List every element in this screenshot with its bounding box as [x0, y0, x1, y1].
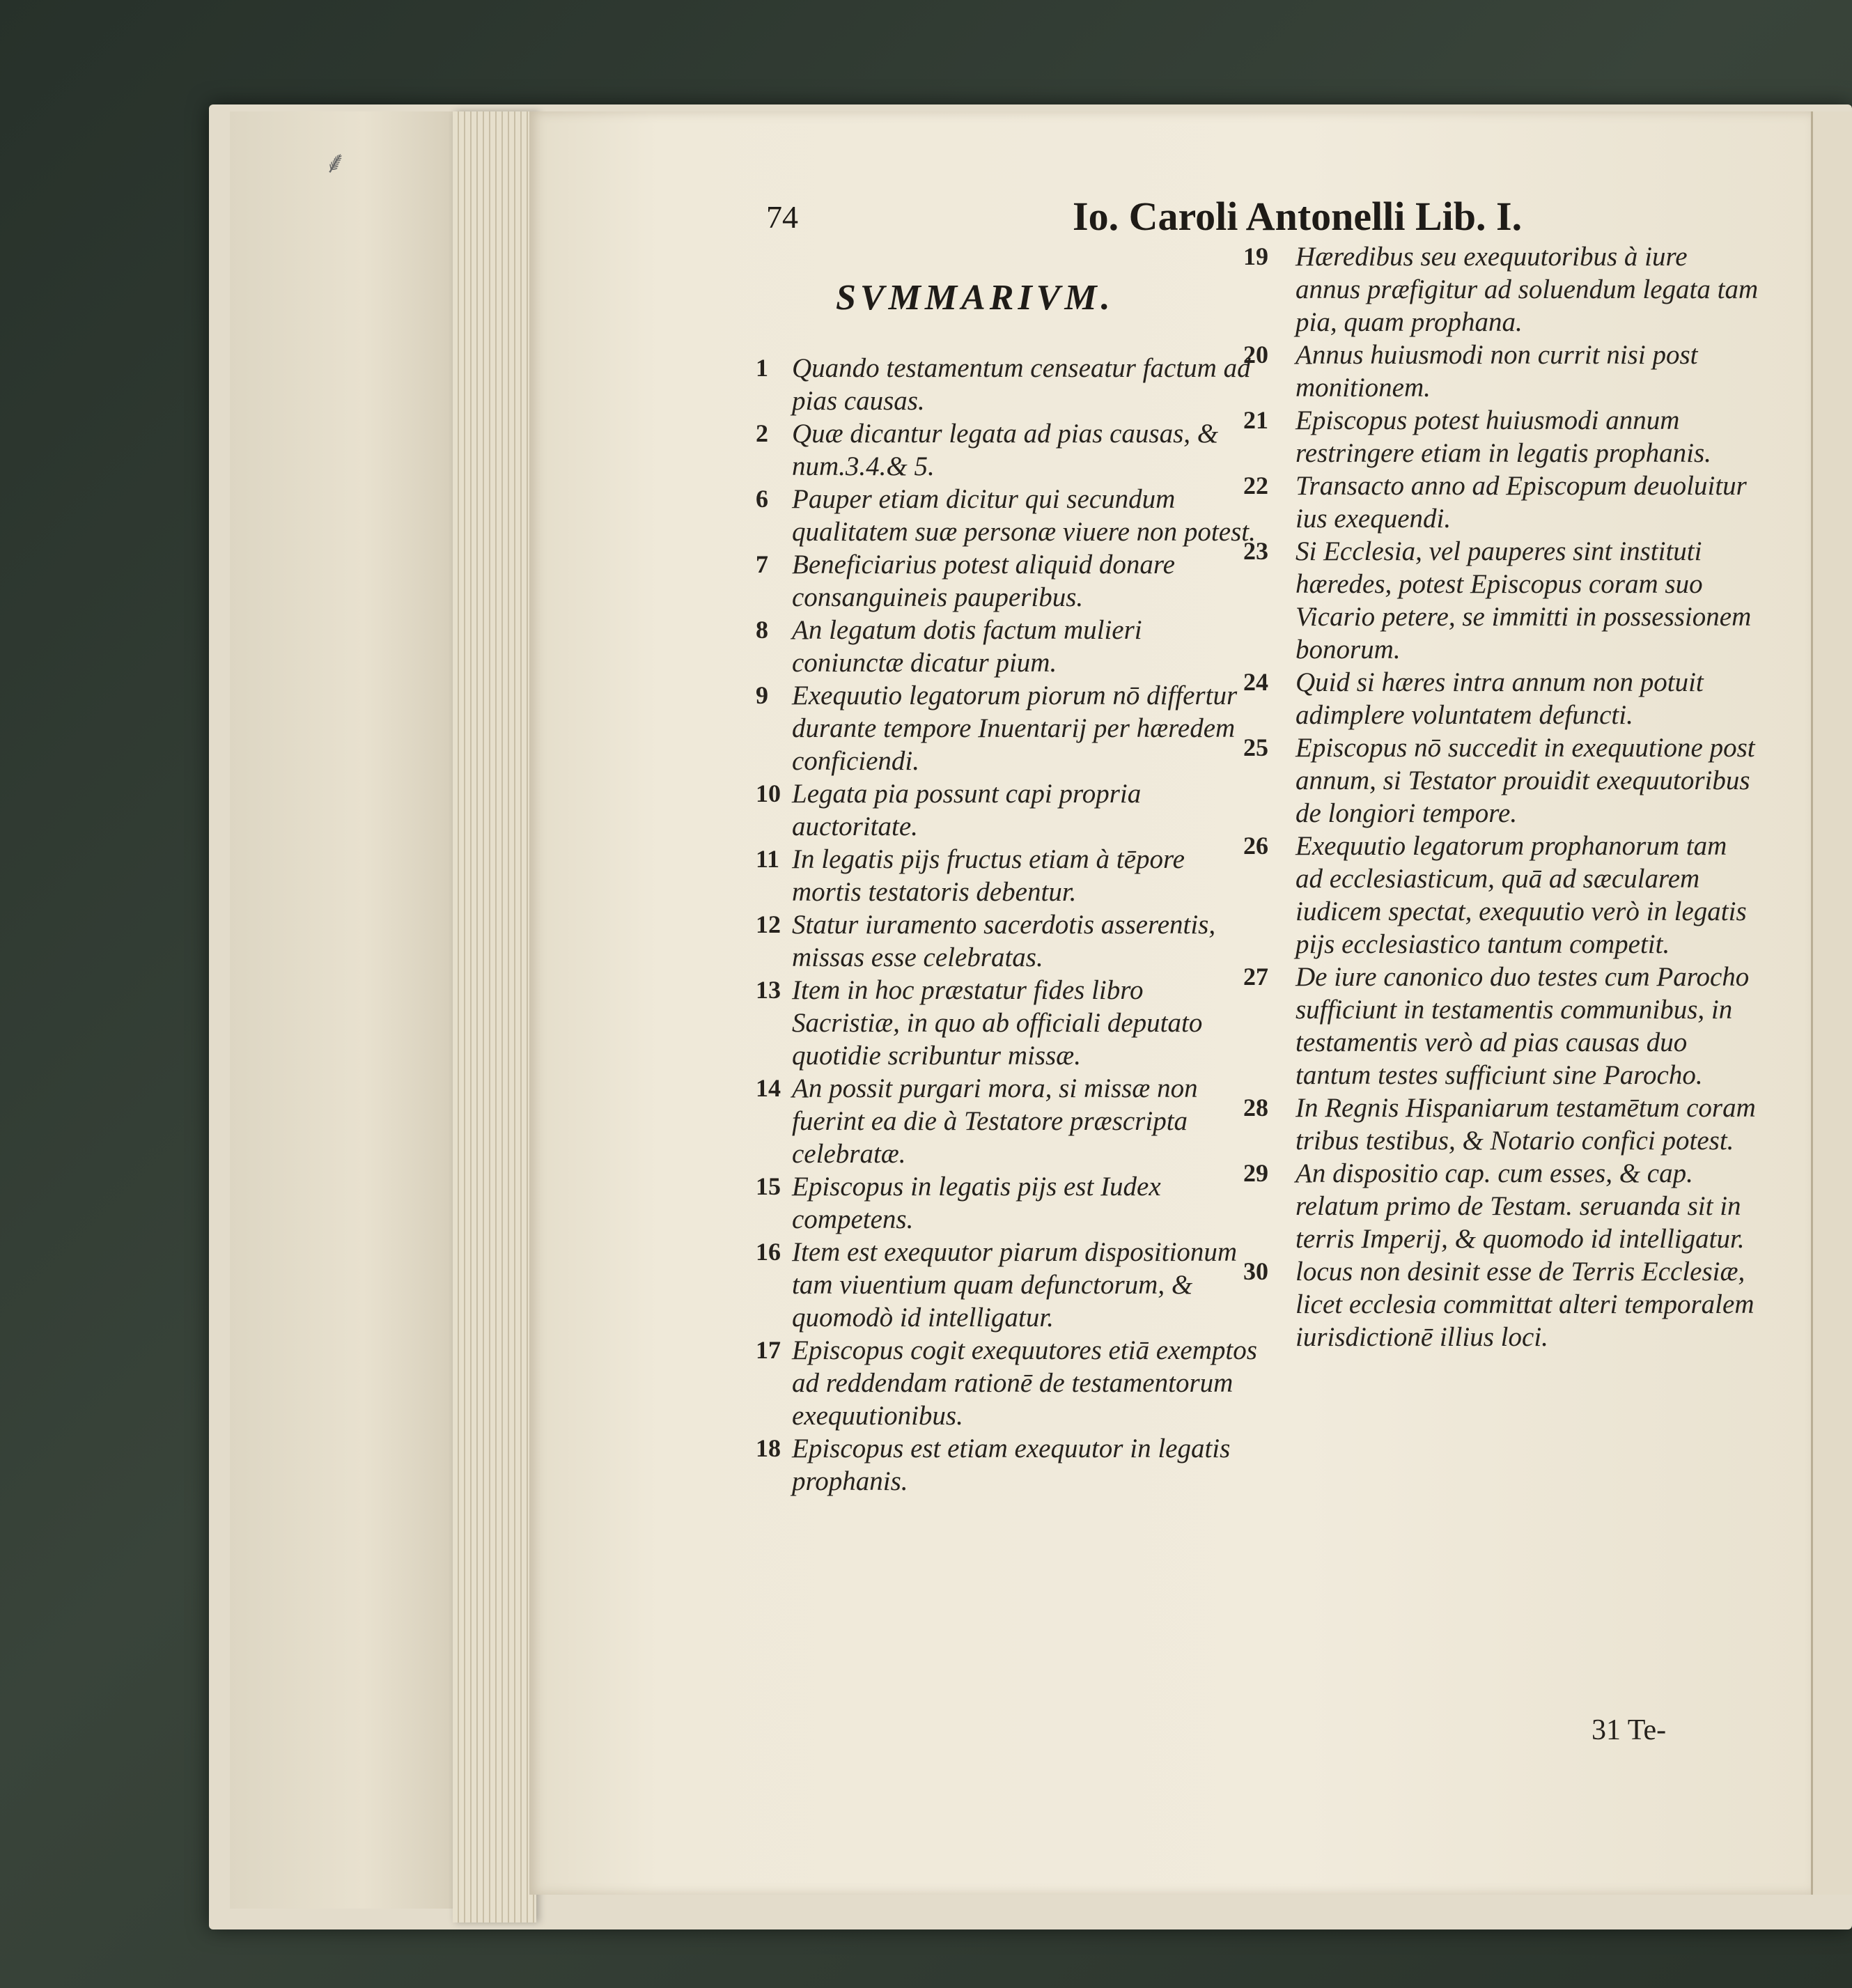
entry-text: Episcopus potest huiusmodi annum restringere etiam in legatis prophanis. — [1295, 405, 1711, 468]
summary-left-column — [756, 352, 1257, 1498]
summary-entry — [1243, 666, 1759, 731]
entry-number: 18 — [756, 1434, 781, 1462]
summary-entry — [756, 1432, 1257, 1498]
entry-text: In Regnis Hispaniarum testamētum coram tribus testibus, & Notario confici potest. — [1295, 1093, 1756, 1156]
summary-entry — [756, 843, 1257, 908]
entry-number: 23 — [1243, 537, 1268, 565]
summary-entry — [756, 974, 1257, 1072]
entry-number: 11 — [756, 845, 780, 873]
entry-text: An legatum dotis factum mulieri coniunctæ dicatur pium. — [792, 615, 1142, 678]
entry-number: 14 — [756, 1074, 781, 1102]
page-edges — [453, 111, 536, 1923]
summary-entry — [756, 777, 1257, 843]
entry-text: De iure canonico duo testes cum Parocho sufficiunt in testamentis communibus, in testamentis verò ad pias causas duo tantum testes sufficiunt sine Parocho. — [1295, 962, 1750, 1090]
entry-number: 9 — [756, 681, 768, 709]
summary-entry — [1243, 1157, 1759, 1255]
summary-entry — [1243, 240, 1759, 339]
summary-entry — [756, 1236, 1257, 1334]
entry-number: 24 — [1243, 668, 1268, 696]
entry-number: 25 — [1243, 733, 1268, 761]
entry-number: 29 — [1243, 1159, 1268, 1187]
entry-text: locus non desinit esse de Terris Ecclesiæ, licet ecclesia committat alteri temporalem iurisdictionē illius loci. — [1295, 1257, 1754, 1352]
running-title: Io. Caroli Antonelli Lib. I. — [1073, 194, 1523, 239]
summary-title: SVMMARIVM. — [836, 278, 1114, 318]
entry-number: 8 — [756, 616, 768, 644]
entry-text: An possit purgari mora, si missæ non fuerint ea die à Testatore præscripta celebratæ. — [792, 1073, 1198, 1169]
summary-entry — [1243, 535, 1759, 666]
entry-text: In legatis pijs fructus etiam à tēpore mortis testatoris debentur. — [792, 844, 1185, 907]
entry-text: Exequutio legatorum prophanorum tam ad ecclesiasticum, quā ad sæcularem iudicem spectat, exequutio verò in legatis pijs ecclesiastico tantum competit. — [1295, 831, 1747, 959]
summary-entry — [756, 1170, 1257, 1236]
summary-entry — [756, 1072, 1257, 1170]
summary-entry — [756, 1334, 1257, 1432]
entry-text: Statur iuramento sacerdotis asserentis, missas esse celebratas. — [792, 910, 1216, 972]
entry-text: Episcopus est etiam exequutor in legatis prophanis. — [792, 1434, 1231, 1496]
entry-number: 27 — [1243, 963, 1268, 991]
entry-number: 12 — [756, 910, 781, 938]
summary-entry — [756, 679, 1257, 777]
summary-entry — [1243, 731, 1759, 830]
entry-text: Pauper etiam dicitur qui secundum qualitatem suæ personæ viuere non potest. — [792, 484, 1256, 547]
entry-number: 15 — [756, 1172, 781, 1200]
entry-text: Si Ecclesia, vel pauperes sint instituti hæredes, potest Episcopus coram suo Vicario petere, se immitti in possessionem bonorum. — [1295, 536, 1752, 665]
page-number: 74 — [766, 199, 798, 235]
entry-number: 30 — [1243, 1257, 1268, 1285]
entry-number: 7 — [756, 550, 768, 578]
entry-text: Episcopus in legatis pijs est Iudex competens. — [792, 1172, 1161, 1234]
entry-number: 16 — [756, 1238, 781, 1266]
entry-number: 19 — [1243, 242, 1268, 270]
summary-entry — [1243, 961, 1759, 1092]
entry-number: 1 — [756, 354, 768, 382]
entry-number: 22 — [1243, 472, 1268, 499]
summary-entry — [756, 614, 1257, 679]
entry-text: Annus huiusmodi non currit nisi post monitionem. — [1295, 340, 1698, 403]
entry-number: 10 — [756, 779, 781, 807]
entry-number: 26 — [1243, 832, 1268, 860]
entry-text: An dispositio cap. cum esses, & cap. relatum primo de Testam. seruanda sit in terris Imperij, & quomodo id intelligatur. — [1295, 1158, 1745, 1254]
summary-entry — [756, 352, 1257, 417]
facing-page-edge — [1811, 111, 1852, 1895]
entry-text: Quæ dicantur legata ad pias causas, & num.3.4.& 5. — [792, 419, 1219, 481]
entry-number: 21 — [1243, 406, 1268, 434]
entry-number: 6 — [756, 485, 768, 513]
entry-number: 28 — [1243, 1094, 1268, 1121]
entry-text: Quando testamentum censeatur factum ad pias causas. — [792, 353, 1251, 416]
entry-text: Item est exequutor piarum dispositionum tam viuentium quam defunctorum, & quomodò id intelligatur. — [792, 1237, 1238, 1333]
summary-entry — [1243, 830, 1759, 961]
entry-number: 20 — [1243, 341, 1268, 368]
summary-entry — [1243, 404, 1759, 469]
ink-mark-icon: ⸙ — [324, 146, 347, 180]
summary-entry — [756, 417, 1257, 483]
summary-entry — [756, 548, 1257, 614]
summary-entry — [1243, 1255, 1759, 1353]
summary-entry — [756, 483, 1257, 548]
entry-text: Beneficiarius potest aliquid donare consanguineis pauperibus. — [792, 550, 1175, 612]
catchword: 31 Te- — [1592, 1714, 1667, 1746]
entry-text: Episcopus cogit exequutores etiā exemptos ad reddendam rationē de testamentorum exequutionibus. — [792, 1335, 1257, 1431]
summary-entry — [1243, 339, 1759, 404]
summary-entry — [1243, 469, 1759, 535]
flyleaf — [230, 111, 454, 1909]
entry-number: 17 — [756, 1336, 781, 1364]
entry-text: Exequutio legatorum piorum nō differtur durante tempore Inuentarij per hæredem conficiendi. — [792, 681, 1238, 776]
summary-entry — [1243, 1092, 1759, 1157]
summary-right-column — [1243, 240, 1759, 1353]
entry-text: Item in hoc præstatur fides libro Sacristiæ, in quo ab officiali deputato quotidie scribuntur missæ. — [792, 975, 1203, 1071]
entry-text: Quid si hæres intra annum non potuit adimplere voluntatem defuncti. — [1295, 667, 1704, 730]
summary-entry — [756, 908, 1257, 974]
entry-text: Episcopus nō succedit in exequutione post annum, si Testator prouidit exequutoribus de longiori tempore. — [1295, 733, 1755, 828]
entry-text: Transacto anno ad Episcopum deuoluitur ius exequendi. — [1295, 471, 1747, 534]
entry-text: Legata pia possunt capi propria auctoritate. — [792, 779, 1142, 841]
entry-text: Hæredibus seu exequutoribus à iure annus præfigitur ad soluendum legata tam pia, quam prophana. — [1295, 242, 1759, 337]
entry-number: 13 — [756, 976, 781, 1004]
entry-number: 2 — [756, 419, 768, 447]
